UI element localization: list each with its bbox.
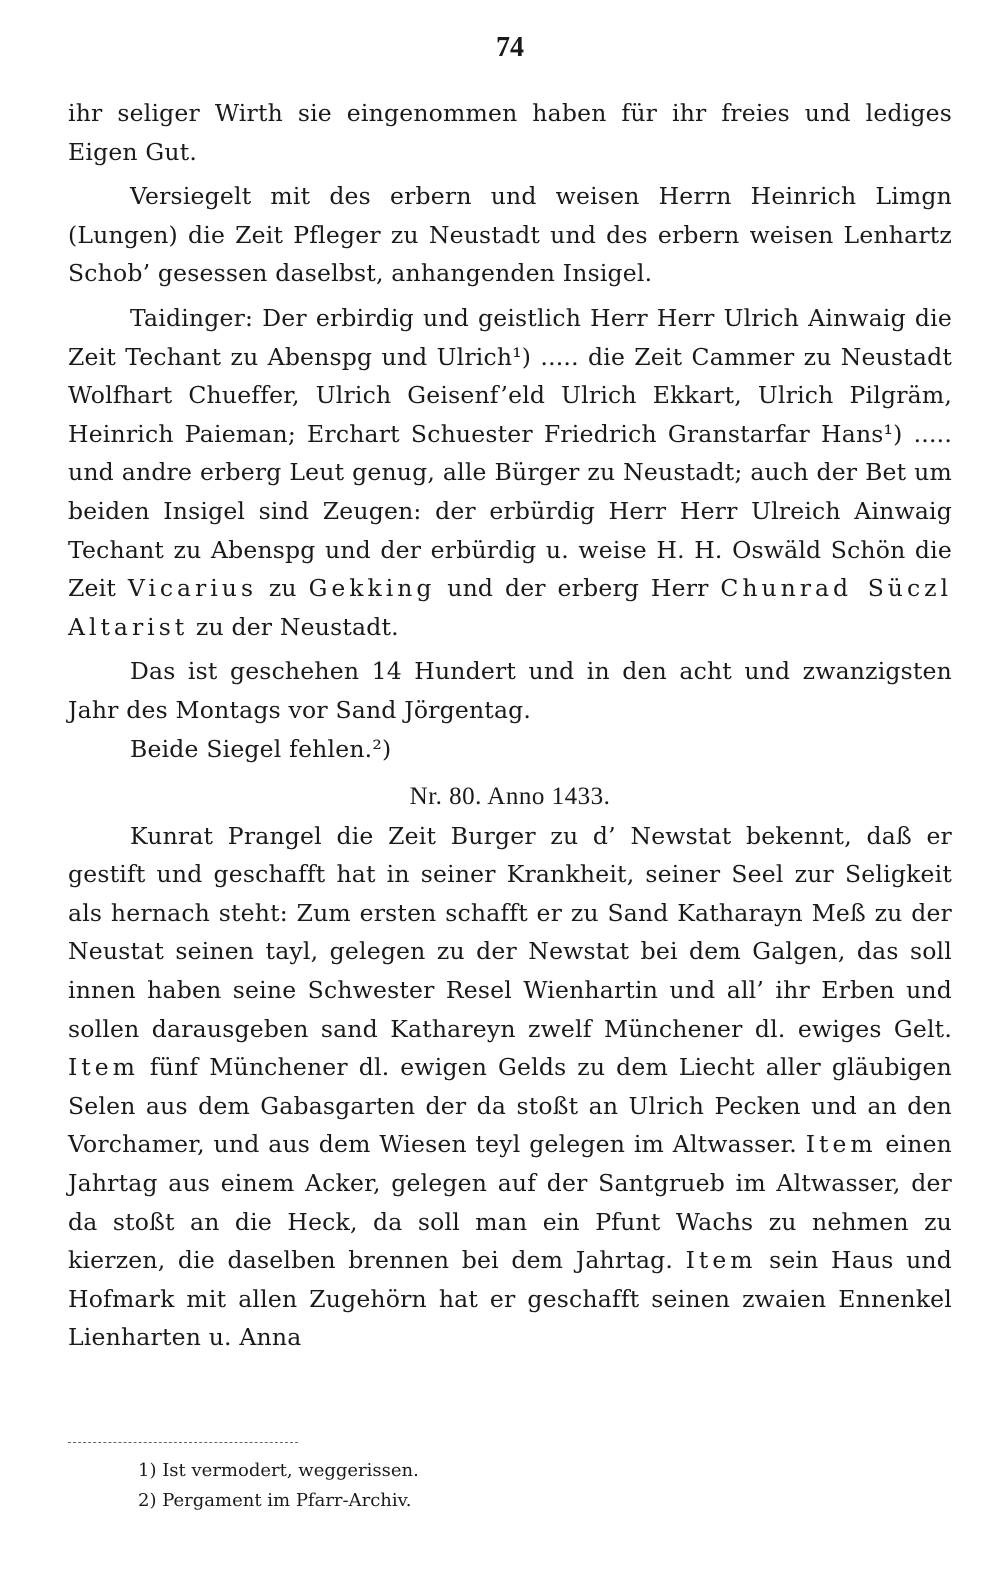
prangel-text-d: sein Haus und Hofmark mit allen Zugehörn hat er geschafft seinen zwaien Ennenkel Lienharten u. Anna [68, 1246, 953, 1352]
witnesses-text-d: zu der Neustadt. [195, 612, 399, 641]
item-word-3: Item [685, 1246, 757, 1275]
spaced-vicarius: Vicarius [127, 574, 258, 603]
footnote-2: 2) Pergament im Pfarr-Archiv. [138, 1490, 412, 1511]
spaced-chunrad: Chunrad Süczl Altarist [68, 574, 952, 641]
paragraph-seals-missing: Beide Siegel fehlen.²) [130, 734, 392, 763]
paragraph-continuation: ihr seliger Wirth sie eingenommen haben für ihr freies und lediges Eigen Gut. [68, 99, 952, 166]
paragraph-prangel [68, 817, 952, 1357]
prangel-text-a: Kunrat Prangel die Zeit Burger zu d’ Newstat bekennt, daß er gestift und geschafft hat in seiner Krankheit, seiner Seel zur Seligkeit als hernach steht: Zum ersten schafft er zu Sand Katharayn Meß zu der Neustat seinen tayl, gelegen zu der Newstat bei dem Galgen, das soll innen haben seine Schwester Resel Wienhartin und all’ ihr Erben und sollen darausgeben sand Katharеyn zwelf Münchener dl. ewiges Gelt. [68, 821, 952, 1043]
footnotes [138, 1456, 938, 1516]
prangel-text-c: einen Jahrtag aus einem Acker, gelegen auf der Santgrueb im Altwasser, der da stoßt an die Heck, da soll man ein Pfunt Wachs zu nehmen zu kierzen, die daselben brennen bei dem Jahrtag. [68, 1130, 953, 1275]
paragraph-witnesses [68, 299, 952, 646]
prangel-text-b: fünf Münchener dl. ewigen Gelds zu dem Liecht aller gläubigen Selen aus dem Gabasgarten der da stoßt an Ulrich Pecken und an den Vorchamer, und aus dem Wiesen teyl gelegen im Altwasser. [68, 1053, 952, 1159]
body-text [68, 94, 952, 1357]
item-word-2: Item [805, 1130, 877, 1159]
spaced-gekking: Gekking [308, 574, 436, 603]
document-heading: Nr. 80. Anno 1433. [409, 783, 611, 811]
footnote-1: 1) Ist vermodert, weggerissen. [138, 1460, 419, 1481]
witnesses-text-b: zu [268, 574, 297, 603]
page-number: 74 [496, 32, 524, 63]
witnesses-text-a: Taidinger: Der erbirdig und geistlich Herr Herr Ulrich Ainwaig die Zeit Techant zu Abenspg und Ulrich¹) ..... die Zeit Cammer zu Neustadt Wolfhart Chueffer, Ulrich Geisenf’eld Ulrich Ekkart, Ulrich Pilgräm, Heinrich Paieman; Erchart Schuester Friedrich Granstarfar Hans¹) ..... und andre erberg Leut genug, alle Bürger zu Neustadt; auch der Bet um beiden Insigel sind Zeugen: der erbürdig Herr Herr Ulreich Ainwaig Techant zu Abenspg und der erbürdig u. weise H. H. Oswäld Schön die Zeit [68, 303, 952, 603]
document-page [68, 0, 952, 1595]
paragraph-sealing: Versiegelt mit des erbern und weisen Herrn Heinrich Limgn (Lungen) die Zeit Pfleger zu Neustadt und des erbern weisen Lenhartz Schob’ gesessen daselbst, anhangenden Insigel. [68, 182, 952, 288]
item-word-1: Item [68, 1053, 139, 1082]
footnote-divider [68, 1442, 298, 1443]
witnesses-text-c: und der erberg Herr [447, 574, 709, 603]
paragraph-date: Das ist geschehen 14 Hundert und in den acht und zwanzigsten Jahr des Montags vor Sand Jörgentag. [68, 657, 952, 724]
